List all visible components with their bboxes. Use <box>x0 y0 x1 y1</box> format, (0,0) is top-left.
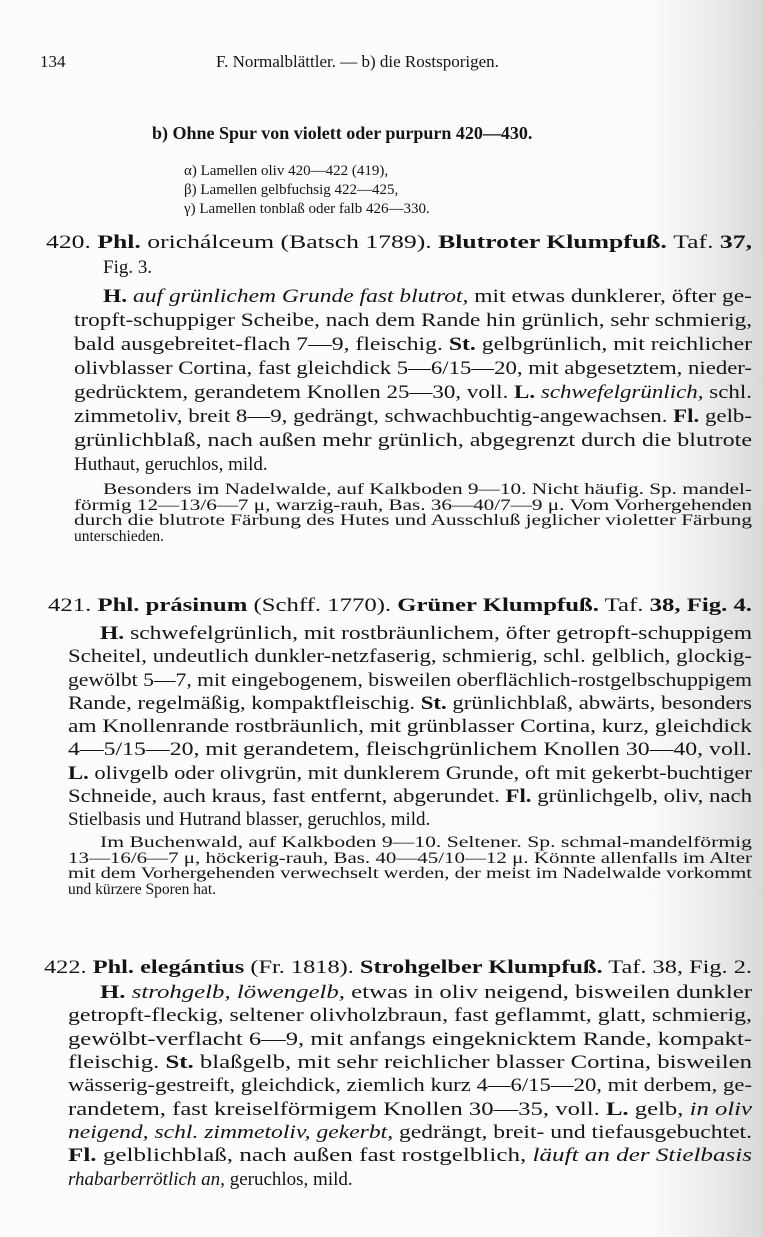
key-item-gamma: γ) Lamellen tonblaß oder falb 426—330. <box>184 201 430 217</box>
entry-note-line <box>74 528 164 546</box>
entry-note-line <box>68 881 216 899</box>
text: 4—5/15—20, mit gerandetem, fleischgrünlichem Knollen 30—40, voll. <box>68 739 752 760</box>
text: olivblasser Cortina, fast gleichdick 5—6/15—20, mit abgesetztem, nieder- <box>74 358 752 379</box>
bold-text: Grüner Klumpfuß. <box>397 595 599 616</box>
entry-description-line <box>68 716 752 738</box>
text: bald ausgebreitet-flach 7—9, fleischig. <box>74 334 449 355</box>
bold-text: L. <box>514 382 536 403</box>
text: 422. <box>44 957 93 978</box>
text: förmig 12—13/6—7 μ, warzig-rauh, Bas. 36—40/7—9 μ. Vom Vorhergehenden <box>74 497 752 514</box>
italic-text: neigend, schl. zimmetoliv, gekerbt, <box>68 1122 394 1143</box>
entry-description-line <box>68 1005 752 1027</box>
entry-heading <box>46 232 752 254</box>
italic-text: läuft an der Stielbasis <box>532 1145 752 1166</box>
entry-description-line <box>74 454 268 476</box>
bold-text: Phl. prásinum <box>97 595 248 616</box>
text: gewölbt-verflacht 6—9, mit anfangs eingeknicktem Rande, kompakt- <box>68 1029 752 1050</box>
text: Fig. 3. <box>103 257 153 278</box>
text: getropft-fleckig, seltener olivholzbraun, fast geflammt, glatt, schmierig, <box>68 1005 752 1026</box>
text: und kürzere Sporen hat. <box>68 881 217 898</box>
entry-description-line <box>74 334 752 356</box>
text: Taf. <box>673 232 720 253</box>
text: etwas in oliv neigend, bisweilen dunkler <box>344 982 752 1003</box>
text: (Schff. 1770). <box>247 595 398 616</box>
page-number: 134 <box>40 52 66 71</box>
bold-text: Fl. <box>505 786 532 807</box>
text: Taf. <box>598 595 650 616</box>
text: 13—16/6—7 μ, höckerig-rauh, Bas. 40—45/10—12 μ. Könnte allenfalls im Alter <box>68 850 752 867</box>
entry-note-line <box>74 512 752 530</box>
bold-text: St. <box>165 1052 194 1073</box>
italic-text: rhabarberrötlich an, <box>68 1169 225 1190</box>
entry-description-line <box>68 670 752 692</box>
text: Stielbasis und Hutrand blasser, geruchlos, mild. <box>68 809 431 830</box>
text: olivgelb oder olivgrün, mit dunklerem Grunde, oft mit gekerbt-buchtiger <box>88 763 753 784</box>
bold-text: H. <box>100 982 126 1003</box>
bold-text: Strohgelber Klumpfuß. <box>359 957 603 978</box>
bold-text: Phl. <box>97 232 141 253</box>
bold-text: L. <box>605 1099 629 1120</box>
bold-text: St. <box>420 693 447 714</box>
text: gelb- <box>699 406 752 427</box>
text: gedrängt, breit- und tiefausgebuchtet. <box>393 1122 752 1143</box>
text: durch die blutrote Färbung des Hutes und Ausschluß jeglicher violetter Färbung <box>74 512 752 529</box>
entry-description-line <box>68 739 752 761</box>
entry-heading <box>103 257 152 279</box>
text: gelb, <box>628 1099 690 1120</box>
bold-text: 38, Fig. 4. <box>649 595 752 616</box>
text: Im Buchenwald, auf Kalkboden 9—10. Seltener. Sp. schmal-mandelförmig <box>100 834 752 851</box>
text: schl. <box>703 382 752 403</box>
bold-text: H. <box>103 286 128 307</box>
text: 421. <box>48 595 98 616</box>
text: gedrücktem, gerandetem Knollen 25—30, voll. <box>74 382 515 403</box>
text: gelblichblaß, nach außen fast rostgelblich, <box>96 1145 533 1166</box>
italic-text: strohgelb, löwengelb, <box>125 982 345 1003</box>
text: schwefelgrünlich, mit rostbräunlichem, öfter getropft-schuppigem <box>124 623 753 644</box>
text: (Fr. 1818). <box>244 957 360 978</box>
entry-description-line <box>100 623 752 645</box>
entry-description-line <box>74 358 752 380</box>
entry-description-line <box>100 982 752 1004</box>
text: tropft-schuppiger Scheibe, nach dem Rande hin grünlich, sehr schmierig, <box>74 310 752 331</box>
text: randetem, fast kreiselförmigem Knollen 30—35, voll. <box>68 1099 606 1120</box>
bold-text: H. <box>100 623 125 644</box>
text: orichálceum (Batsch 1789). <box>140 232 439 253</box>
text: mit dem Vorhergehenden verwechselt werden, der meist im Nadelwalde vorkommt <box>68 865 752 882</box>
entry-description-line <box>68 1169 353 1191</box>
entry-description-line <box>68 763 752 785</box>
bold-text: 37, <box>719 232 752 253</box>
entry-heading <box>48 595 752 617</box>
text: gelbgrünlich, mit reichlicher <box>475 334 752 355</box>
text: geruchlos, mild. <box>224 1169 353 1190</box>
entry-heading <box>44 957 752 979</box>
entry-description-line <box>68 1122 752 1144</box>
text: Scheitel, undeutlich dunkler-netzfaserig, schmierig, schl. gelblich, glockig- <box>68 646 752 667</box>
entry-description-line <box>74 406 752 428</box>
text: Schneide, auch kraus, fast entfernt, abgerundet. <box>68 786 506 807</box>
bold-text: L. <box>68 763 89 784</box>
entry-description-line <box>68 693 752 715</box>
italic-text: in oliv <box>689 1099 752 1120</box>
entry-description-line <box>68 1099 752 1121</box>
entry-description-line <box>74 310 752 332</box>
entry-description-line <box>103 286 752 308</box>
key-item-alpha: α) Lamellen oliv 420—422 (419), <box>184 163 389 179</box>
text: Besonders im Nadelwalde, auf Kalkboden 9—10. Nicht häufig. Sp. mandel- <box>103 481 752 498</box>
entry-description-line <box>68 646 752 668</box>
entry-description-line <box>68 786 752 808</box>
text: blaßgelb, mit sehr reichlicher blasser Cortina, bisweilen <box>193 1052 753 1073</box>
text: unterschieden. <box>74 528 164 545</box>
bold-text: Fl. <box>68 1145 97 1166</box>
bold-text: Fl. <box>673 406 700 427</box>
entry-description-line <box>68 809 430 831</box>
text: gewölbt 5—7, mit eingebogenem, bisweilen oberflächlich-rostgelbschuppigem <box>68 670 752 691</box>
entry-description-line <box>68 1145 752 1167</box>
italic-text: schwefelgrünlich, <box>535 382 704 403</box>
text: wässerig-gestreift, gleichdick, ziemlich kurz 4—6/15—20, mit derbem, ge- <box>68 1075 752 1096</box>
text: grünlichblaß, nach außen mehr grünlich, abgegrenzt durch die blutrote <box>74 430 752 451</box>
text: Rande, regelmäßig, kompaktfleischig. <box>68 693 421 714</box>
text: grünlichblaß, abwärts, besonders <box>446 693 752 714</box>
running-head: F. Normalblättler. — b) die Rostsporigen. <box>216 52 499 71</box>
bold-text: Blutroter Klumpfuß. <box>438 232 674 253</box>
bold-text: Phl. elegántius <box>92 957 245 978</box>
text: Taf. 38, Fig. 2. <box>602 957 752 978</box>
entry-description-line <box>68 1029 752 1051</box>
entry-description-line <box>68 1052 752 1074</box>
entry-description-line <box>74 382 752 404</box>
italic-text: auf grünlichem Grunde fast blutrot, <box>127 286 469 307</box>
text: grünlichgelb, oliv, nach <box>531 786 752 807</box>
text: mit etwas dunklerer, öfter ge- <box>468 286 752 307</box>
key-item-beta: β) Lamellen gelbfuchsig 422—425, <box>184 182 399 198</box>
text: fleischig. <box>68 1052 166 1073</box>
entry-description-line <box>74 430 752 452</box>
entry-description-line <box>68 1075 752 1097</box>
section-title: b) Ohne Spur von violett oder purpurn 420—430. <box>152 123 533 143</box>
bold-text: St. <box>448 334 476 355</box>
text: zimmetoliv, breit 8—9, gedrängt, schwachbuchtig-angewachsen. <box>74 406 674 427</box>
text: Huthaut, geruchlos, mild. <box>74 454 268 475</box>
text: 420. <box>46 232 98 253</box>
text: am Knollenrande rostbräunlich, mit grünblasser Cortina, kurz, gleichdick <box>68 716 752 737</box>
